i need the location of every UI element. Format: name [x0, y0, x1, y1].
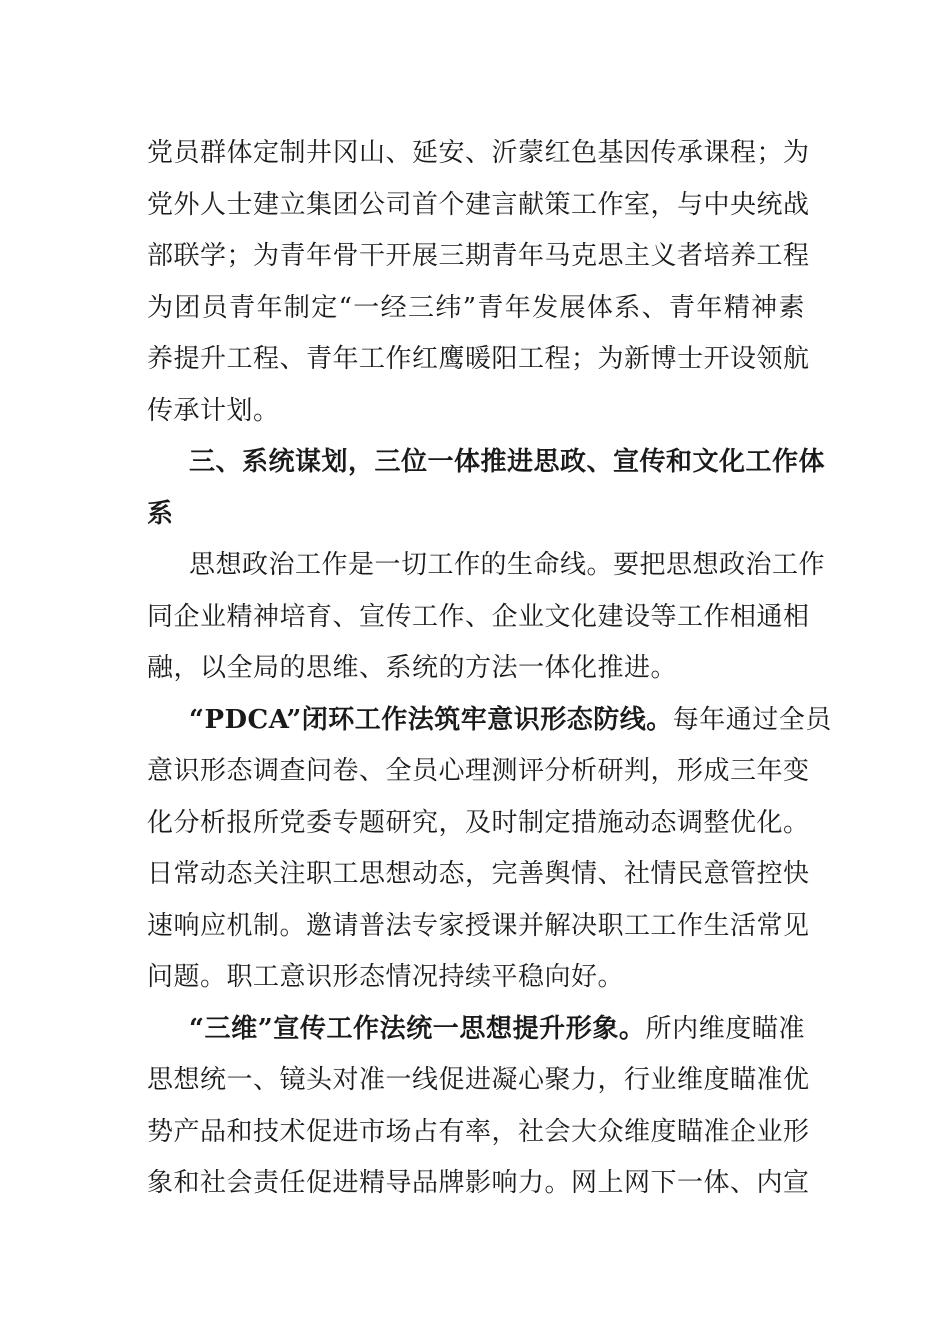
paragraph-line: 融，以全局的思维、系统的方法一体化推进。: [147, 653, 678, 683]
paragraph-line: 速响应机制。邀请普法专家授课并解决职工工作生活常见: [147, 910, 810, 941]
paragraph-3: [147, 695, 832, 1004]
paragraph-line: 传承计划。: [147, 395, 280, 426]
paragraph-lead: “PDCA”闭环工作法筑牢意识形态防线。: [189, 704, 673, 735]
paragraph-line: 养提升工程、青年工作红鹰暖阳工程；为新博士开设领航: [147, 344, 810, 374]
paragraph-4: [147, 1004, 810, 1210]
paragraph-line: 思想统一、镜头对准一线促进凝心聚力，行业维度瞄准优: [147, 1065, 810, 1095]
paragraph-line: 思想政治工作是一切工作的生命线。要把思想政治工作: [189, 550, 826, 580]
paragraph-line: 党员群体定制井冈山、延安、沂蒙红色基因传承课程；为: [147, 138, 810, 168]
paragraph-line-rest: 所内维度瞄准: [645, 1013, 805, 1044]
paragraph-line: 为团员青年制定“一经三纬”青年发展体系、青年精神素: [147, 292, 805, 323]
paragraph-line: 势产品和技术促进市场占有率，社会大众维度瞄准企业形: [147, 1116, 810, 1147]
section-3-heading: [147, 437, 826, 540]
paragraph-line: 日常动态关注职工思想动态，完善舆情、社情民意管控快: [147, 859, 810, 889]
paragraph-line-rest: 每年通过全员: [672, 704, 832, 735]
paragraph-first-line: [147, 695, 832, 747]
paragraph-line: 化分析报所党委专题研究，及时制定措施动态调整优化。: [147, 807, 810, 838]
paragraph-line: 党外人士建立集团公司首个建言献策工作室，与中央统战: [147, 189, 810, 220]
paragraph-line: 部联学；为青年骨干开展三期青年马克思主义者培养工程: [147, 241, 810, 271]
paragraph-1: [147, 128, 810, 437]
paragraph-first-line: [147, 1004, 805, 1056]
paragraph-line: 意识形态调查问卷、全员心理测评分析研判，形成三年变: [147, 756, 810, 786]
paragraph-line: 同企业精神培育、宣传工作、企业文化建设等工作相通相: [147, 601, 810, 632]
paragraph-line: 象和社会责任促进精导品牌影响力。网上网下一体、内宣: [147, 1168, 810, 1198]
paragraph-2: [147, 540, 826, 695]
paragraph-line: 问题。职工意识形态情况持续平稳向好。: [147, 962, 625, 992]
paragraph-lead: “三维”宣传工作法统一思想提升形象。: [189, 1013, 646, 1044]
heading-line: 系: [147, 498, 174, 529]
heading-line: 三、系统谋划，三位一体推进思政、宣传和文化工作体: [189, 447, 826, 477]
document-page: [147, 128, 832, 1210]
